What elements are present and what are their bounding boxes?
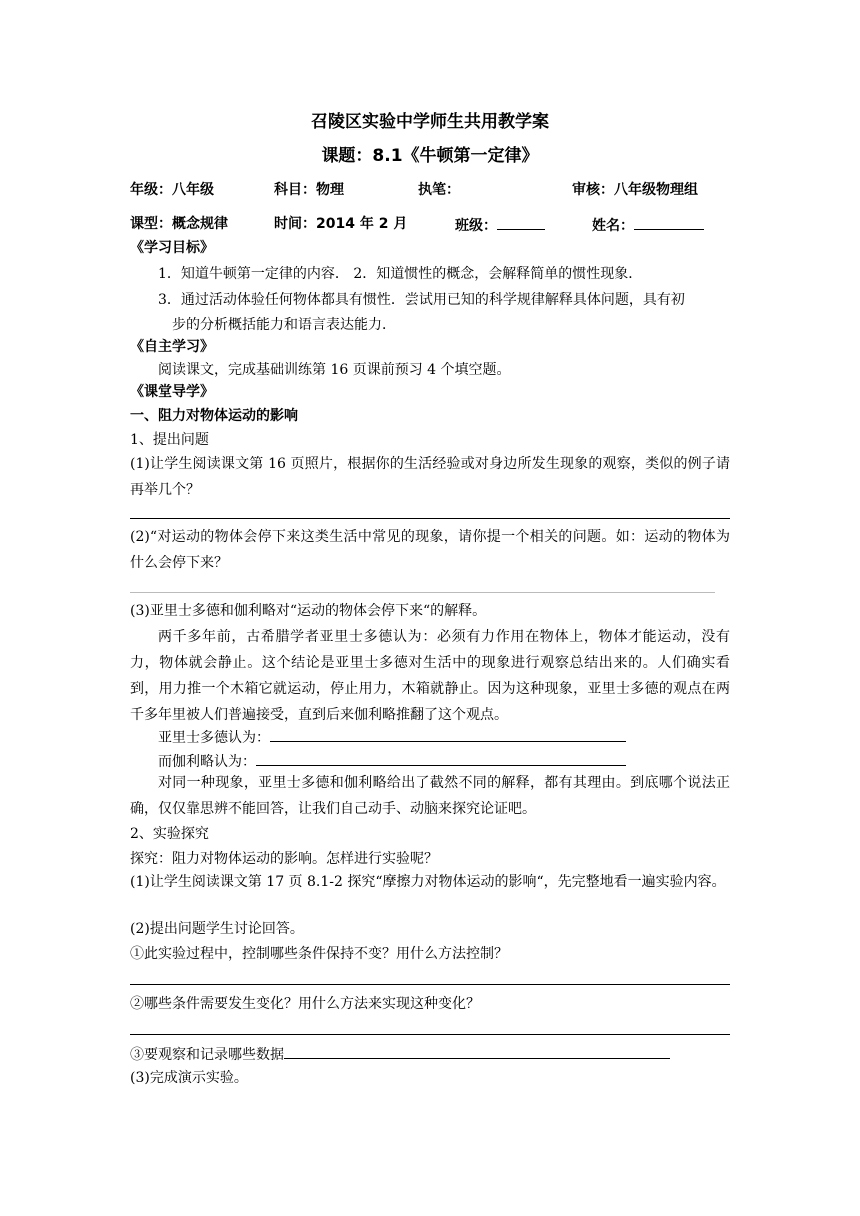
class-field	[455, 214, 545, 236]
aristotle-label: 亚里士多德认为：	[158, 730, 270, 746]
comparison-paragraph: 对同一种现象，亚里士多德和伽利略给出了截然不同的解释，都有其理由。到底哪个说法正确，仅仅靠思辨不能回答，让我们自己动手、动脑来探究论证吧。	[130, 775, 730, 817]
class-blank[interactable]	[497, 214, 545, 230]
name-blank[interactable]	[634, 214, 704, 230]
galileo-blank[interactable]	[256, 750, 626, 766]
answer-line-c2[interactable]	[130, 1034, 730, 1035]
experiment-step-1: (1)让学生阅读课文第 17 页 8.1-2 探究“摩擦力对物体运动的影响“，先完整地看一遍实验内容。	[130, 874, 726, 890]
subsection-2-title: 2、实验探究	[130, 826, 209, 842]
galileo-answer	[158, 750, 626, 772]
explore-text: 探究：阻力对物体运动的影响。怎样进行实验呢？	[130, 851, 438, 867]
question-2: (2)“对运动的物体会停下来这类生活中常见的现象，请你提一个相关的问题。如：运动的物体为什么会停下来？	[130, 529, 730, 571]
class-guide-heading: 《课堂导学》	[130, 384, 214, 400]
lesson-title: 课题：8.1《牛顿第一定律》	[321, 146, 539, 166]
grade-field: 年级：八年级	[130, 182, 214, 198]
lesson-type-field: 课型：概念规律	[130, 216, 228, 232]
aristotle-answer	[158, 726, 626, 748]
galileo-label: 而伽利略认为：	[158, 754, 256, 770]
condition-question-2: ②哪些条件需要发生变化？用什么方法来实现这种变化？	[130, 996, 480, 1012]
name-label: 姓名：	[592, 218, 634, 234]
answer-line-q1[interactable]	[130, 518, 730, 519]
objectives-heading: 《学习目标》	[130, 240, 214, 256]
time-field: 时间：2014 年 2 月	[274, 216, 408, 232]
author-field: 执笔：	[418, 182, 460, 198]
condition-question-3	[130, 1043, 670, 1065]
history-paragraph: 两千多年前，古希腊学者亚里士多德认为：必须有力作用在物体上，物体才能运动，没有力，物体就会静止。这个结论是亚里士多德对生活中的现象进行观察总结出来的。人们确实看到，用力推一个木箱它就运动，停止用力，木箱就静止。因为这种现象，亚里士多德的观点在两千多年里被人们普遍接受，直到后来伽利略推翻了这个观点。	[130, 629, 730, 723]
subsection-1-title: 1、提出问题	[130, 432, 209, 448]
data-record-label: ③要观察和记录哪些数据	[130, 1047, 284, 1063]
question-1: (1)让学生阅读课文第 16 页照片，根据你的生活经验或对身边所发生现象的观察，类似的例子请再举几个？	[130, 456, 730, 498]
data-record-blank[interactable]	[284, 1043, 670, 1059]
answer-line-q2[interactable]	[130, 592, 715, 593]
self-study-text: 阅读课文，完成基础训练第 16 页课前预习 4 个填空题。	[158, 362, 511, 378]
objective-item-3-cont: 步的分析概括能力和语言表达能力．	[172, 317, 396, 333]
question-3: (3)亚里士多德和伽利略对“运动的物体会停下来“的解释。	[130, 603, 487, 619]
class-label: 班级：	[455, 218, 497, 234]
experiment-step-3: (3)完成演示实验。	[130, 1070, 248, 1086]
answer-line-c1[interactable]	[130, 984, 730, 985]
subject-field: 科目：物理	[274, 182, 344, 198]
self-study-heading: 《自主学习》	[130, 339, 214, 355]
name-field	[592, 214, 704, 236]
school-title: 召陵区实验中学师生共用教学案	[311, 112, 549, 132]
experiment-step-2: (2)提出问题学生讨论回答。	[130, 921, 304, 937]
objective-item-1: 1．知道牛顿第一定律的内容． 2．知道惯性的概念，会解释简单的惯性现象．	[158, 266, 643, 282]
condition-question-1: ①此实验过程中，控制哪些条件保持不变？用什么方法控制？	[130, 946, 508, 962]
section-1-title: 一、阻力对物体运动的影响	[130, 408, 298, 424]
reviewer-field: 审核：八年级物理组	[572, 182, 698, 198]
objective-item-3: 3．通过活动体验任何物体都具有惯性．尝试用已知的科学规律解释具体问题，具有初	[158, 292, 685, 308]
aristotle-blank[interactable]	[270, 726, 626, 742]
